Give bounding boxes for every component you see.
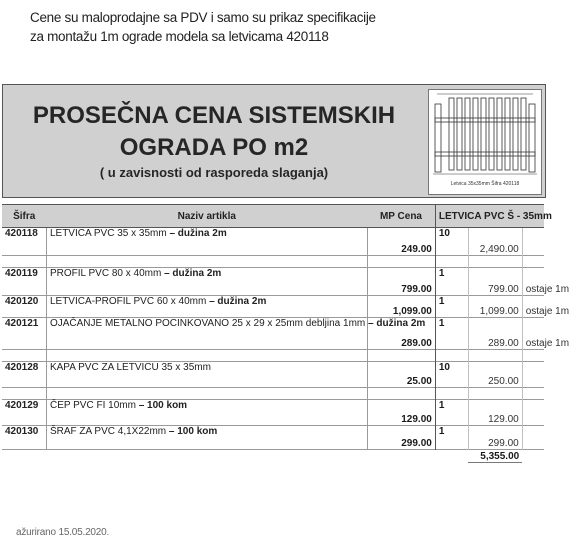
sum-row — [2, 450, 544, 463]
cell-name-text: LETVICA-PROFIL PVC 60 x 40mm — [49, 296, 207, 307]
cell-qty: 1 — [435, 268, 468, 296]
cell-extra — [522, 228, 544, 256]
fence-drawing-svg — [429, 90, 541, 178]
cell-name-text: PROFIL PVC 80 x 40mm — [49, 268, 162, 279]
cell-name-bold: – 100 kom — [138, 400, 188, 411]
cell-code: 420130 — [2, 426, 46, 450]
cell-extra — [522, 400, 544, 426]
price-note-line-2: za montažu 1m ograde modela sa letvicama 420118 — [30, 29, 329, 44]
cell-price: 249.00 — [367, 228, 435, 256]
header-panel — [2, 84, 546, 198]
cell-code: 420120 — [2, 296, 46, 318]
cell-name-bold: – dužina 2m — [164, 268, 222, 279]
cell-price: 299.00 — [367, 426, 435, 450]
cell-total: 799.00 — [468, 268, 522, 296]
cell-name — [46, 400, 367, 426]
cell-name — [46, 296, 367, 318]
table-row — [2, 318, 544, 350]
cell-extra: ostaje 1m — [522, 296, 544, 318]
cell-qty: 1 — [435, 318, 468, 350]
table-row — [2, 296, 544, 318]
cell-total: 1,099.00 — [468, 296, 522, 318]
cell-name-text: ČEP PVC FI 10mm — [49, 400, 136, 411]
table-row — [2, 362, 544, 388]
cell-price: 799.00 — [367, 268, 435, 296]
column-header-group: LETVICA PVC Š - 35mm — [435, 205, 544, 228]
cell-qty: 1 — [435, 426, 468, 450]
updated-date: ažurirano 15.05.2020. — [16, 527, 110, 538]
cell-qty: 1 — [435, 400, 468, 426]
cell-code: 420119 — [2, 268, 46, 296]
cell-name-text: LETVICA PVC 35 x 35mm — [49, 228, 167, 239]
cell-price: 25.00 — [367, 362, 435, 388]
cell-price: 1,099.00 — [367, 296, 435, 318]
cell-qty: 10 — [435, 362, 468, 388]
page-title-line-2: OGRADA PO m2 — [119, 134, 309, 161]
column-header-price: MP Cena — [367, 205, 435, 228]
cell-name-text: OJAČANJE METALNO POCINKOVANO 25 x 29 x 25mm debljina 1mm — [49, 318, 366, 329]
table-row — [2, 228, 544, 256]
cell-total: 129.00 — [468, 400, 522, 426]
cell-code: 420121 — [2, 318, 46, 350]
cell-name-bold: – 100 kom — [168, 426, 218, 437]
table-row-spacer — [2, 350, 544, 362]
sum-total: 5,355.00 — [468, 450, 522, 463]
column-header-name: Naziv artikla — [46, 205, 367, 228]
cell-name — [46, 426, 367, 450]
cell-price: 289.00 — [367, 318, 435, 350]
cell-total: 250.00 — [468, 362, 522, 388]
cell-name-text: KAPA PVC ZA LETVICU 35 x 35mm — [49, 362, 211, 373]
cell-name-bold: – dužina 2m — [169, 228, 227, 239]
table-row — [2, 400, 544, 426]
cell-extra: ostaje 1m — [522, 318, 544, 350]
cell-name-text: ŠRAF ZA PVC 4,1X22mm — [49, 426, 167, 437]
page-subtitle: ( u zavisnosti od rasporeda slaganja) — [99, 165, 329, 180]
price-note-line-1: Cene su maloprodajne sa PDV i samo su prikaz specifikacije — [30, 10, 376, 25]
price-table — [2, 204, 569, 463]
cell-name — [46, 268, 367, 296]
fence-drawing-caption: Letvica 35x35mm Šifra 420118 — [450, 181, 520, 187]
cell-code: 420129 — [2, 400, 46, 426]
table-body — [2, 228, 569, 463]
cell-qty: 10 — [435, 228, 468, 256]
cell-name-bold: – dužina 2m — [368, 318, 426, 329]
column-header-code: Šifra — [2, 205, 46, 228]
page-title-line-1: PROSEČNA CENA SISTEMSKIH — [32, 102, 396, 129]
table-row — [2, 426, 544, 450]
cell-name-bold: – dužina 2m — [209, 296, 267, 307]
cell-total: 299.00 — [468, 426, 522, 450]
cell-name — [46, 362, 367, 388]
cell-code: 420128 — [2, 362, 46, 388]
cell-total: 2,490.00 — [468, 228, 522, 256]
table-row — [2, 268, 544, 296]
cell-total: 289.00 — [468, 318, 522, 350]
cell-code: 420118 — [2, 228, 46, 256]
price-note — [30, 8, 376, 46]
cell-extra — [522, 362, 544, 388]
table-row-spacer — [2, 256, 544, 268]
cell-extra — [522, 426, 544, 450]
table-header-row — [2, 205, 544, 228]
table-row-spacer — [2, 388, 544, 400]
cell-qty: 1 — [435, 296, 468, 318]
cell-extra: ostaje 1m — [522, 268, 544, 296]
cell-price: 129.00 — [367, 400, 435, 426]
cell-name — [46, 228, 367, 256]
fence-drawing — [428, 89, 542, 195]
